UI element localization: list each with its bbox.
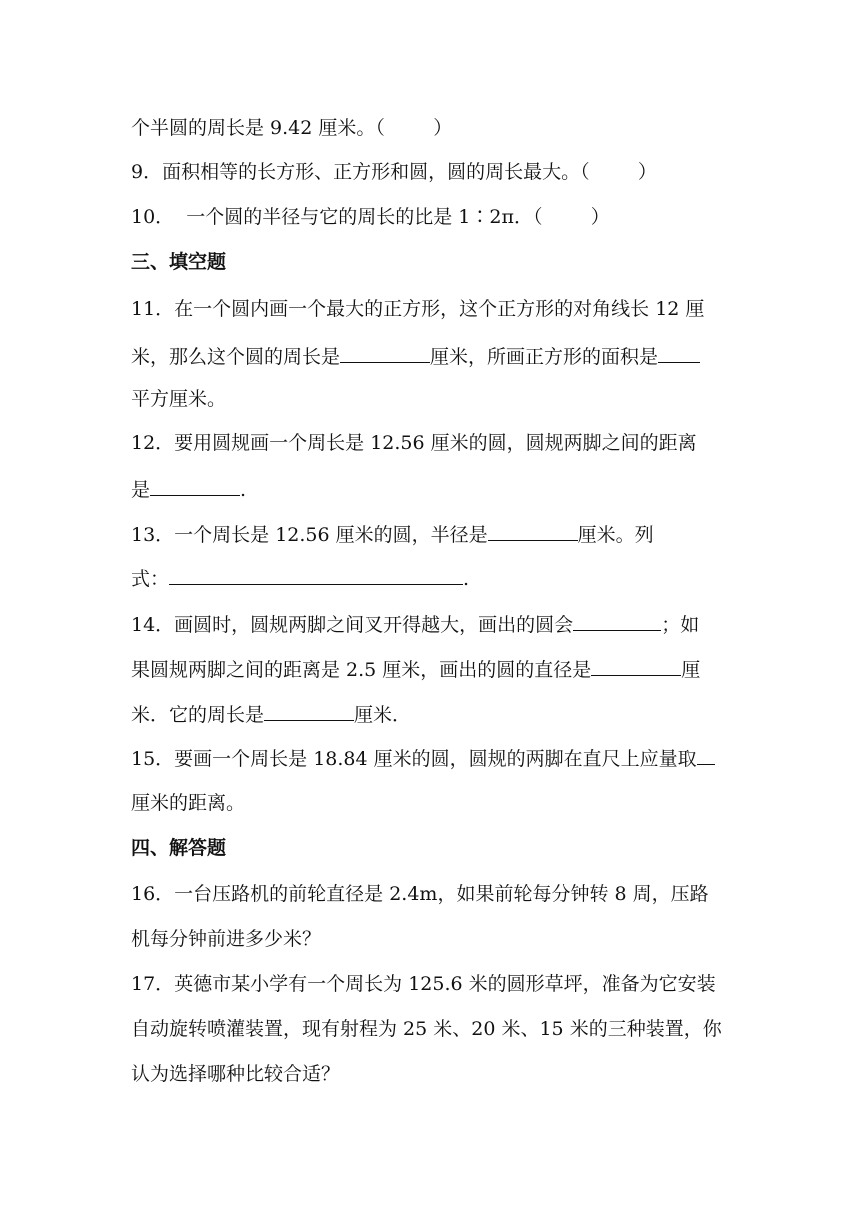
question-12-line-1: 12．要用圆规画一个周长是 12.56 厘米的圆，圆规两脚之间的距离 [131, 432, 697, 454]
answer-blank [591, 657, 681, 676]
question-17-line-2: 自动旋转喷灌装置，现有射程为 25 米、20 米、15 米的三种装置，你 [131, 1018, 722, 1040]
section-heading-fill-blanks: 三、填空题 [131, 251, 227, 273]
question-11-line-3: 平方厘米。 [131, 388, 227, 410]
question-16-line-1: 16．一台压路机的前轮直径是 2.4m，如果前轮每分钟转 8 周，压路 [131, 883, 709, 905]
answer-blank [658, 344, 700, 363]
question-14-line-1: 14．画圆时，圆规两脚之间叉开得越大，画出的圆会 ；如 [131, 614, 700, 636]
question-13-line-2: 式： . [131, 568, 470, 590]
answer-blank [150, 477, 240, 496]
question-11-line-2: 米，那么这个圆的周长是 厘米，所画正方形的面积是 [131, 344, 700, 369]
question-16-line-2: 机每分钟前进多少米？ [131, 928, 322, 950]
answer-blank [264, 702, 354, 721]
question-11-line-1: 11．在一个圆内画一个最大的正方形，这个正方形的对角线长 12 厘 [131, 298, 705, 320]
question-12-line-2: 是 . [131, 479, 247, 501]
answer-blank [573, 612, 661, 631]
question-17-line-1: 17．英德市某小学有一个周长为 125.6 米的圆形草坪，准备为它安装 [131, 973, 716, 995]
question-14-line-2: 果圆规两脚之间的距离是 2.5 厘米，画出的圆的直径是 厘 [131, 659, 701, 681]
question-17-line-3: 认为选择哪种比较合适？ [131, 1063, 341, 1085]
answer-blank [488, 522, 578, 541]
answer-blank [169, 566, 463, 585]
question-13-line-1: 13．一个周长是 12.56 厘米的圆，半径是 厘米。列 [131, 524, 654, 546]
question-15-line-1: 15．要画一个周长是 18.84 厘米的圆，圆规的两脚在直尺上应量取 [131, 746, 715, 771]
question-10: 10． 一个圆的半径与它的周长的比是 1∶2π．（ ） [131, 206, 610, 228]
answer-blank [697, 746, 715, 765]
answer-blank [340, 344, 430, 363]
question-14-line-3: 米．它的周长是 厘米． [131, 704, 412, 726]
question-8-continued: 个半圆的周长是 9.42 厘米。（ ） [131, 117, 453, 139]
question-9: 9．面积相等的长方形、正方形和圆，圆的周长最大。（ ） [131, 161, 657, 183]
section-heading-solve: 四、解答题 [131, 837, 227, 859]
question-15-line-2: 厘米的距离。 [131, 792, 246, 814]
